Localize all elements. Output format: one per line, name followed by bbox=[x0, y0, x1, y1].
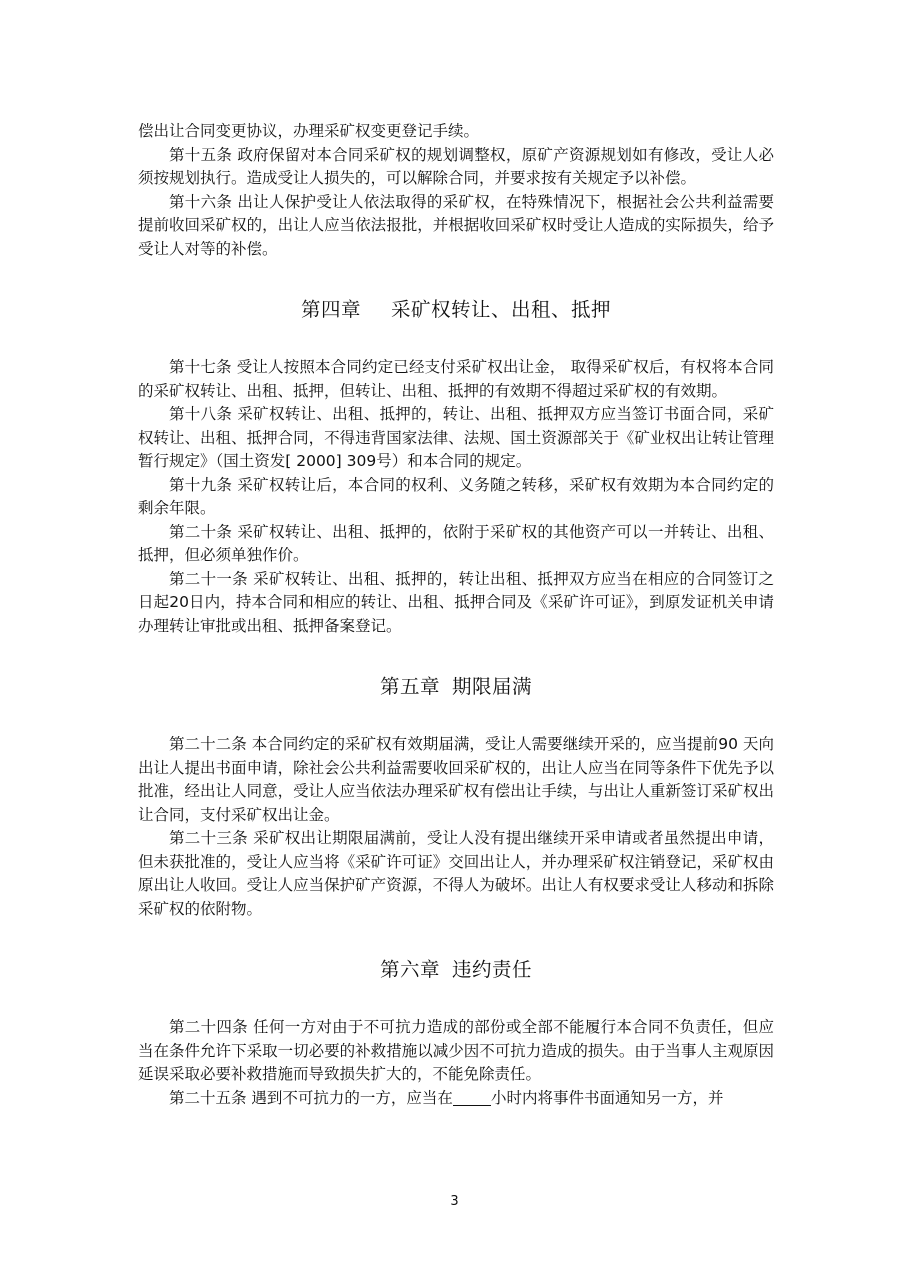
chapter-6-number: 第六章 bbox=[379, 958, 440, 981]
article-23: 第二十三条 采矿权出让期限届满前，受让人没有提出继续开采申请或者虽然提出申请，但未获批准的，受让人应当将《采矿许可证》交回出让人，并办理采矿权注销登记，采矿权由原出让人收回。受让人应当保护矿产资源，不得人为破坏。出让人有权要求受让人移动和拆除采矿权的依附物。 bbox=[138, 829, 774, 918]
article-25 bbox=[138, 1087, 774, 1111]
article-25-part-b: 小时内将事件书面通知另一方，并 bbox=[490, 1088, 724, 1107]
article-25-part-a: 第二十五条 遇到不可抗力的一方，应当在 bbox=[169, 1088, 453, 1107]
chapter-4-number: 第四章 bbox=[300, 298, 361, 321]
article-18: 第十八条 采矿权转让、出租、抵押的，转让、出租、抵押双方应当签订书面合同，采矿权转让、出租、抵押合同，不得违背国家法律、法规、国土资源部关于《矿业权出让转让管理暂行规定》（国土资发[ 2000] 309号）和本合同的规定。 bbox=[138, 405, 774, 470]
chapter-6-heading bbox=[138, 954, 774, 982]
chapter-6-title: 违约责任 bbox=[452, 958, 533, 981]
chapter-5-title: 期限届满 bbox=[452, 675, 533, 698]
article-22: 第二十二条 本合同约定的采矿权有效期届满，受让人需要继续开采的，应当提前90 天向出让人提出书面申请，除社会公共利益需要收回采矿权的，出让人应当在同等条件下优先予以批准，经出让人同意，受让人应当依法办理采矿权有偿出让手续，与出让人重新签订采矿权出让合同，支付采矿权出让金。 bbox=[138, 735, 774, 824]
article-19: 第十九条 采矿权转让后，本合同的权利、义务随之转移，采矿权有效期为本合同约定的剩余年限。 bbox=[138, 475, 774, 517]
page-number: 3 bbox=[450, 1194, 459, 1209]
article-16: 第十六条 出让人保护受让人依法取得的采矿权，在特殊情况下，根据社会公共利益需要提前收回采矿权的，出让人应当依法报批，并根据收回采矿权时受让人造成的实际损失，给予受让人对等的补偿。 bbox=[138, 192, 774, 258]
chapter-5-number: 第五章 bbox=[379, 675, 440, 698]
document-page bbox=[138, 120, 774, 1110]
article-17: 第十七条 受让人按照本合同约定已经支付采矿权出让金， 取得采矿权后，有权将本合同的采矿权转让、出租、抵押，但转让、出租、抵押的有效期不得超过采矿权的有效期。 bbox=[138, 358, 774, 400]
article-21: 第二十一条 采矿权转让、出租、抵押的，转让出租、抵押双方应当在相应的合同签订之日起20日内，持本合同和相应的转让、出租、抵押合同及《采矿许可证》，到原发证机关申请办理转让审批或出租、抵押备案登记。 bbox=[138, 569, 774, 635]
chapter-4-title: 采矿权转让、出租、抵押 bbox=[391, 298, 612, 321]
chapter-5-heading bbox=[138, 671, 774, 699]
chapter-4-heading bbox=[138, 294, 774, 322]
article-24: 第二十四条 任何一方对由于不可抗力造成的部份或全部不能履行本合同不负责任，但应当在条件允许下采取一切必要的补救措施以减少因不可抗力造成的损失。由于当事人主观原因延误采取必要补救措施而导致损失扩大的，不能免除责任。 bbox=[138, 1018, 774, 1083]
article-20: 第二十条 采矿权转让、出租、抵押的，依附于采矿权的其他资产可以一并转让、出租、抵押，但必须单独作价。 bbox=[138, 522, 774, 564]
article-15: 第十五条 政府保留对本合同采矿权的规划调整权，原矿产资源规划如有修改，受让人必须按规划执行。造成受让人损失的，可以解除合同，并要求按有关规定予以补偿。 bbox=[138, 145, 774, 187]
paragraph-continuation: 偿出让合同变更协议，办理采矿权变更登记手续。 bbox=[138, 122, 480, 140]
fill-in-blank bbox=[453, 1089, 491, 1106]
